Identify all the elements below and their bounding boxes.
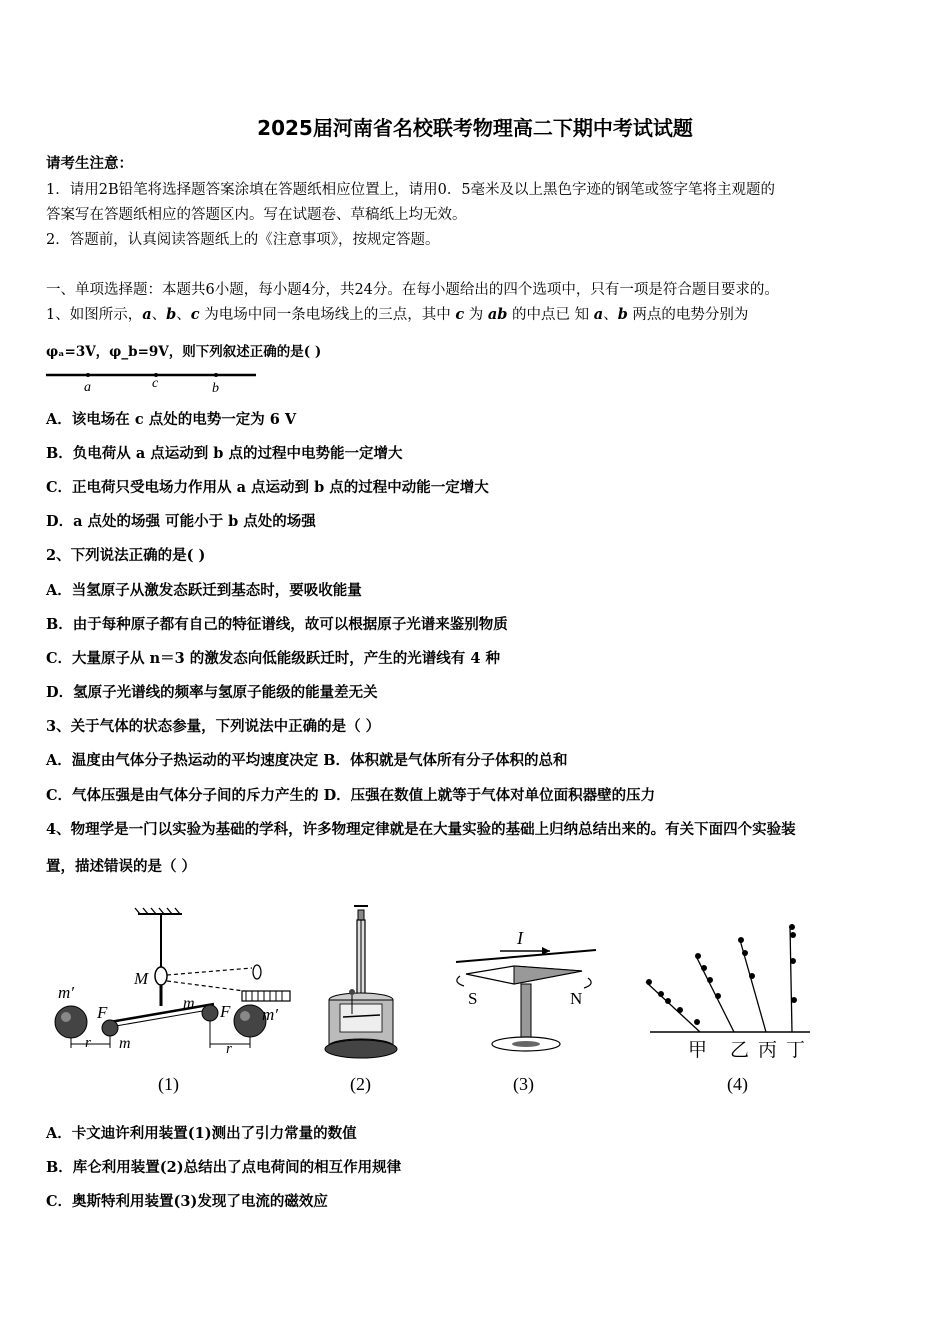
point-a-dot xyxy=(86,373,90,377)
q1-option-b: B．负电荷从 a 点运动到 b 点的过程中电势能一定增大 xyxy=(46,445,403,462)
q2-option-d: D．氢原子光谱线的频率与氢原子能级的能量差无关 xyxy=(46,684,378,701)
apparatus-4-trajectories xyxy=(646,924,810,1095)
apparatus-2-coulomb-balance xyxy=(325,906,397,1095)
point-b-label: b xyxy=(212,381,219,396)
page-title: 2025届河南省名校联考物理高二下期中考试试题 xyxy=(257,116,693,140)
point-c-label: c xyxy=(152,376,159,391)
q1-var-a: a xyxy=(593,306,604,323)
label-ding: 丁 xyxy=(786,1040,806,1061)
q1-var-c: c xyxy=(455,306,465,323)
notice-line1b: 答案写在答题纸相应的答题区内。写在试题卷、草稿纸上均无效。 xyxy=(46,207,467,223)
q4-stem-line1: 4、物理学是一门以实验为基础的学科，许多物理定律就是在大量实验的基础上归纳总结出来的。有关下面四个实验装 xyxy=(46,821,796,838)
label-r-left: r xyxy=(85,1035,91,1051)
q2-option-a: A．当氢原子从激发态跃迁到基态时，要吸收能量 xyxy=(46,582,362,599)
label-r-right: r xyxy=(226,1041,232,1057)
q1-sep: 、 xyxy=(176,307,191,323)
q1-stem-mid: 的中点已 知 xyxy=(507,307,594,323)
q4-stem-line2: 置，描述错误的是（ ） xyxy=(46,858,197,875)
q1-option-c: C．正电荷只受电场力作用从 a 点运动到 b 点的过程中动能一定增大 xyxy=(46,479,489,496)
notice-heading: 请考生注意： xyxy=(46,155,133,172)
q3-options-row1: A．温度由气体分子热运动的平均速度决定 B．体积就是气体所有分子体积的总和 xyxy=(46,752,568,769)
q3-options-row2: C．气体压强是由气体分子间的斥力产生的 D．压强在数值上就等于气体对单位面积器壁的压力 xyxy=(46,787,656,804)
q1-sep: 、 xyxy=(151,307,167,323)
q1-var-b: b xyxy=(617,306,628,323)
caption-3: (3) xyxy=(513,1074,534,1094)
q1-stem-prefix: 1、如图所示， xyxy=(46,307,143,323)
q4-option-a: A．卡文迪许利用装置(1)测出了引力常量的数值 xyxy=(46,1125,357,1142)
q2-option-b: B．由于每种原子都有自己的特征谱线，故可以根据原子光谱来鉴别物质 xyxy=(46,616,508,633)
label-m-right: m xyxy=(183,995,195,1012)
caption-4: (4) xyxy=(727,1074,748,1094)
apparatus-1-torsion-balance xyxy=(55,908,290,1095)
q1-var-b: b xyxy=(166,306,177,323)
q1-var-c: c xyxy=(190,306,200,323)
q3-stem: 3、关于气体的状态参量，下列说法中正确的是（ ） xyxy=(46,718,381,735)
section-heading: 一、单项选择题：本题共6小题，每小题4分，共24分。在每小题给出的四个选项中，只有一项是符合题目要求的。 xyxy=(46,282,779,298)
q4-option-b: B．库仑利用装置(2)总结出了点电荷间的相互作用规律 xyxy=(46,1159,402,1176)
point-a-label: a xyxy=(84,380,91,395)
q1-stem-mid: 为 xyxy=(464,307,488,323)
label-bing: 丙 xyxy=(758,1040,778,1061)
q1-stem-end: 两点的电势分别为 xyxy=(627,307,749,323)
label-yi: 乙 xyxy=(730,1040,750,1061)
q1-option-a: A．该电场在 c 点处的电势一定为 6 V xyxy=(46,411,297,428)
label-F-right: F xyxy=(220,1002,231,1021)
apparatus-3-oersted xyxy=(456,928,596,1095)
label-m-prime-right: m′ xyxy=(262,1005,278,1024)
q1-var-a: a xyxy=(142,306,152,323)
q1-stem-mid: 为电场中同一条电场线上的三点，其中 xyxy=(199,307,456,323)
q1-option-d: D．a 点处的场强 可能小于 b 点处的场强 xyxy=(46,513,316,530)
label-F-left: F xyxy=(97,1003,108,1022)
q2-option-c: C．大量原子从 n＝3 的激发态向低能级跃迁时，产生的光谱线有 4 种 xyxy=(46,650,500,667)
label-S: S xyxy=(468,989,478,1008)
label-m-prime-left: m′ xyxy=(58,983,74,1002)
label-M: M xyxy=(134,969,149,988)
label-jia: 甲 xyxy=(688,1040,708,1061)
point-b-dot xyxy=(214,373,218,377)
q2-stem: 2、下列说法正确的是( ) xyxy=(46,547,206,564)
caption-1: (1) xyxy=(158,1074,179,1094)
q1-var-ab: ab xyxy=(487,306,508,323)
q4-option-c: C．奥斯特利用装置(3)发现了电流的磁效应 xyxy=(46,1193,328,1210)
caption-2: (2) xyxy=(350,1074,371,1094)
label-I: I xyxy=(517,928,523,948)
notice-line2: 2．答题前，认真阅读答题纸上的《注意事项》，按规定答题。 xyxy=(46,232,440,248)
q1-field-line-figure xyxy=(44,368,260,396)
q1-potentials: φₐ=3V，φ_b=9V，则下列叙述正确的是( ) xyxy=(46,344,322,360)
q1-stem xyxy=(46,303,748,324)
notice-line1a: 1．请用2B铅笔将选择题答案涂填在答题纸相应位置上，请用0．5毫米及以上黑色字迹的钢笔或签字笔将主观题的 xyxy=(46,182,776,198)
q4-experiments-figure xyxy=(40,896,830,1106)
q1-sep: 、 xyxy=(603,307,618,323)
label-m-left: m xyxy=(119,1035,131,1052)
label-N: N xyxy=(570,989,583,1008)
